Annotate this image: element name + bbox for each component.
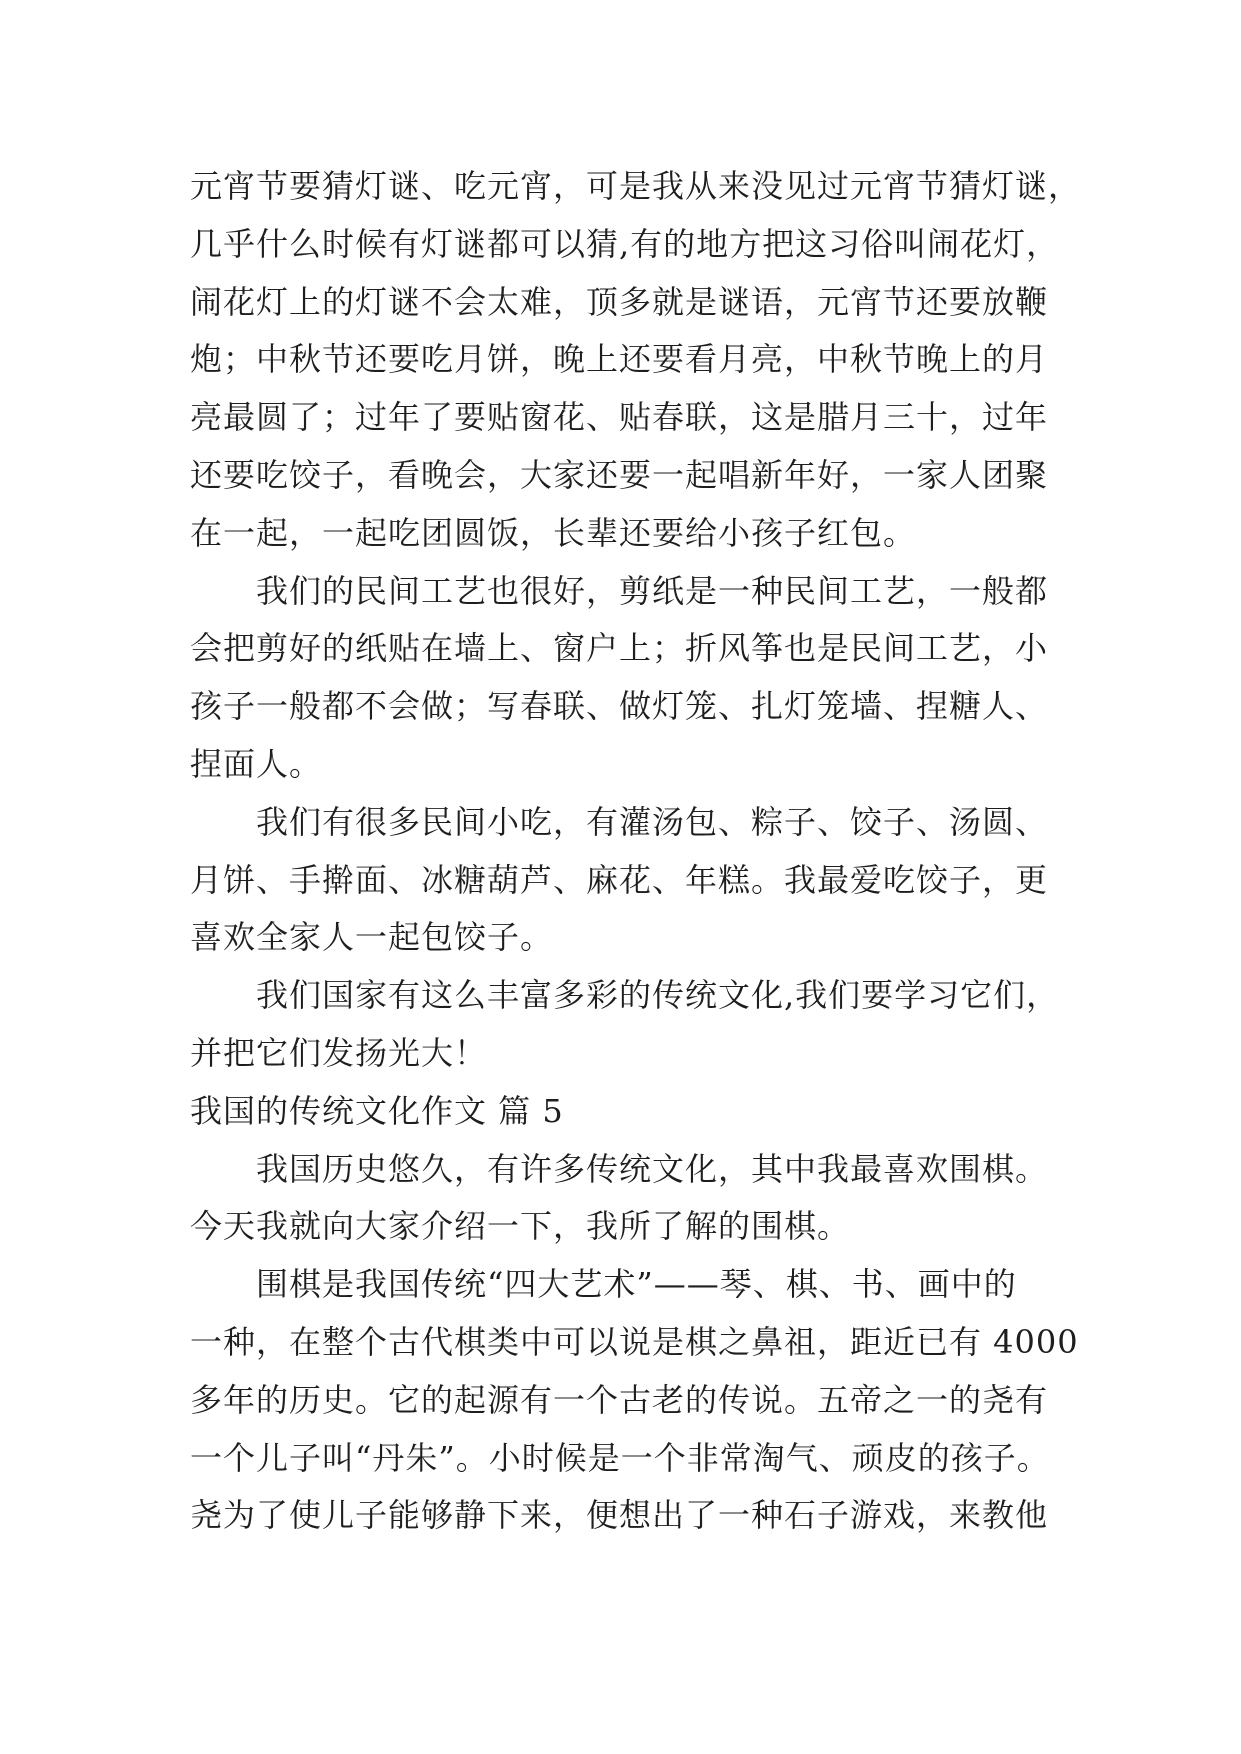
text-line: 一个儿子叫“丹朱”。小时候是一个非常淘气、顽皮的孩子。 — [190, 1438, 1050, 1477]
text-line: 尧为了使儿子能够静下来，便想出了一种石子游戏，来教他 — [190, 1496, 1049, 1535]
text-line: 我们的民间工艺也很好，剪纸是一种民间工艺，一般都 — [256, 571, 1049, 610]
text-line: 我们国家有这么丰富多彩的传统文化,我们要学习它们， — [256, 976, 1060, 1015]
paragraph-folk-snacks — [190, 794, 1110, 967]
text-line: 一种，在整个古代棋类中可以说是棋之鼻祖，距近已有 4000 — [190, 1322, 1079, 1361]
text-line: 我们有很多民间小吃，有灌汤包、粽子、饺子、汤圆、 — [256, 802, 1049, 841]
text-line: 我国历史悠久，有许多传统文化，其中我最喜欢围棋。 — [256, 1149, 1049, 1188]
text-line: 今天我就向大家介绍一下，我所了解的围棋。 — [190, 1207, 851, 1246]
text-line: 炮；中秋节还要吃月饼，晚上还要看月亮，中秋节晚上的月 — [190, 340, 1049, 379]
text-line: 在一起，一起吃团圆饭，长辈还要给小孩子红包。 — [190, 513, 917, 552]
paragraph-go-intro — [190, 1141, 1110, 1257]
paragraph-folk-crafts — [190, 563, 1110, 794]
text-line: 还要吃饺子，看晚会，大家还要一起唱新年好，一家人团聚 — [190, 455, 1049, 494]
text-line: 孩子一般都不会做；写春联、做灯笼、扎灯笼墙、捏糖人、 — [190, 687, 1049, 726]
text-line: 月饼、手擀面、冰糖葫芦、麻花、年糕。我最爱吃饺子，更 — [190, 860, 1049, 899]
document-body — [190, 158, 1110, 1545]
text-line: 元宵节要猜灯谜、吃元宵，可是我从来没见过元宵节猜灯谜， — [190, 167, 1082, 205]
text-line: 闹花灯上的灯谜不会太难，顶多就是谜语，元宵节还要放鞭 — [190, 282, 1049, 321]
section-heading-text: 我国的传统文化作文 篇 5 — [190, 1091, 564, 1130]
text-line: 并把它们发扬光大！ — [190, 1033, 488, 1072]
section-heading — [190, 1083, 1110, 1141]
text-line: 亮最圆了；过年了要贴窗花、贴春联，这是腊月三十，过年 — [190, 398, 1049, 437]
text-line: 围棋是我国传统“四大艺术”——琴、棋、书、画中的 — [256, 1265, 1017, 1304]
text-line: 捏面人。 — [190, 744, 323, 783]
text-line: 会把剪好的纸贴在墙上、窗户上；折风筝也是民间工艺，小 — [190, 629, 1049, 668]
text-line: 喜欢全家人一起包饺子。 — [190, 918, 554, 957]
text-line: 几乎什么时候有灯谜都可以猜,有的地方把这习俗叫闹花灯， — [190, 224, 1060, 263]
paragraph-festivals — [190, 158, 1110, 563]
paragraph-conclusion — [190, 967, 1110, 1083]
text-line: 多年的历史。它的起源有一个古老的传说。五帝之一的尧有 — [190, 1380, 1049, 1419]
paragraph-go-history — [190, 1256, 1110, 1545]
